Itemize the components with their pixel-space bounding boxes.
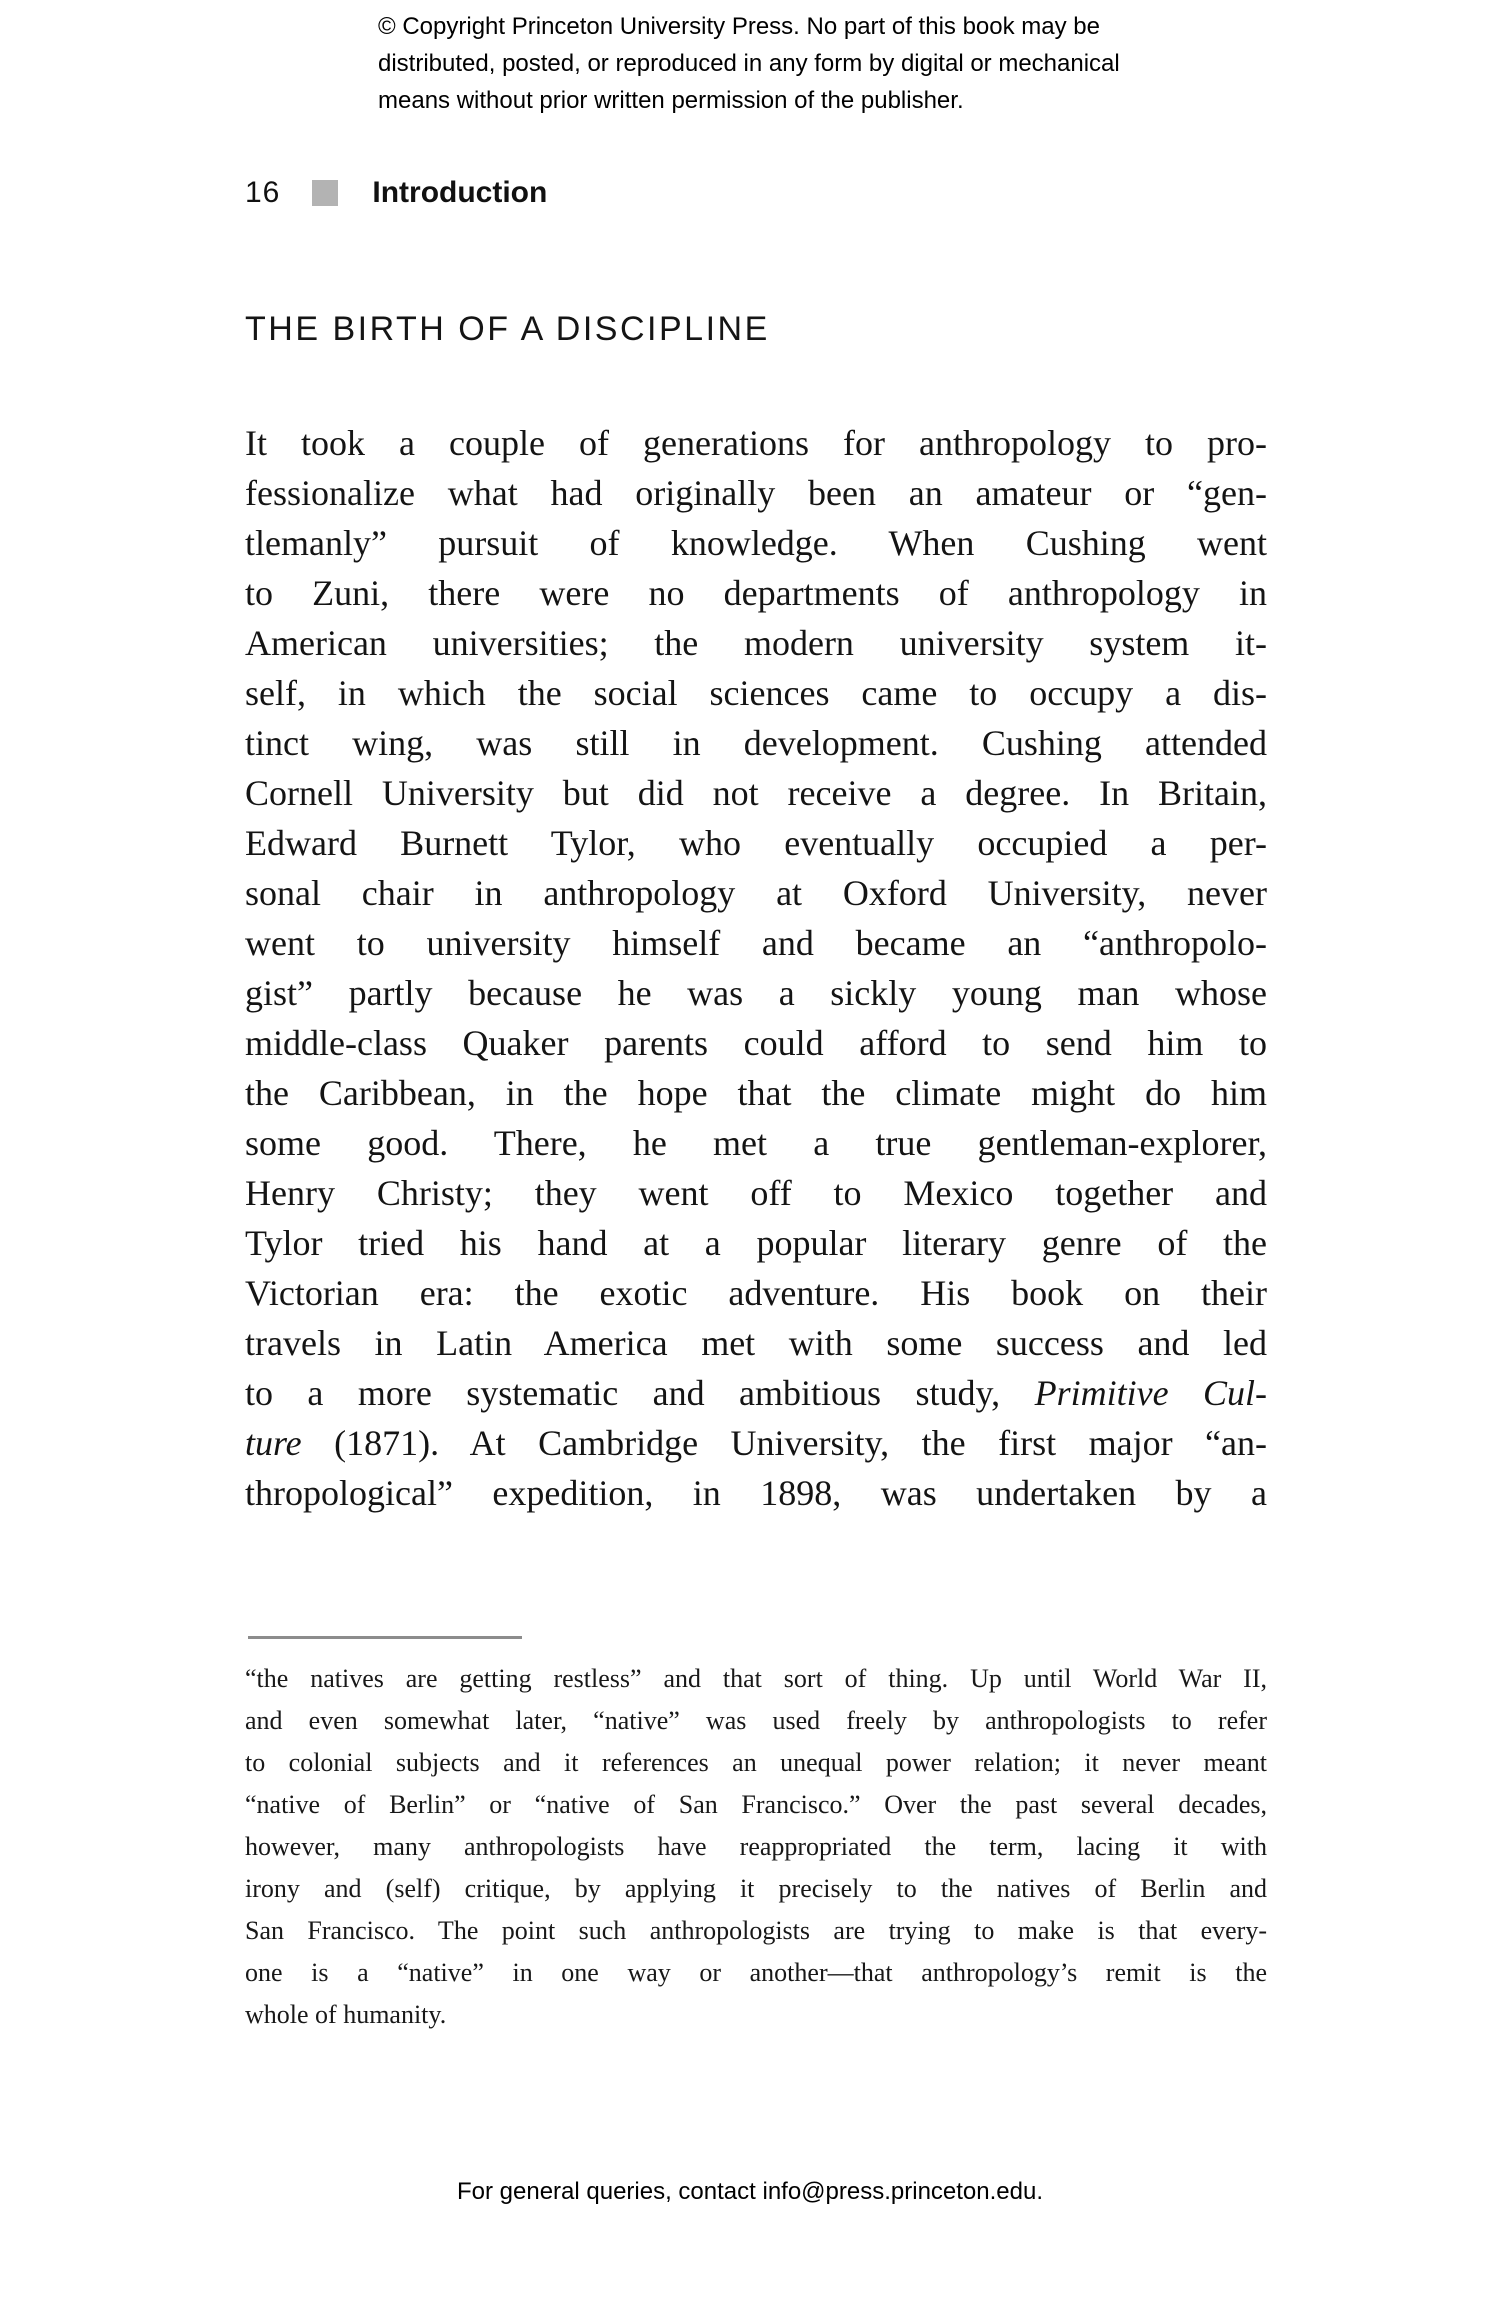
footnote-line: whole of humanity.	[245, 2000, 447, 2029]
body-line-text: to a more systematic and ambitious study,	[245, 1373, 1035, 1413]
body-line: fessionalize what had originally been an amateur or “gen-	[245, 473, 1267, 513]
footnote-line: one is a “native” in one way or another—that anthropology’s remit is the	[245, 1958, 1267, 1987]
footnote-line: irony and (self) critique, by applying it precisely to the natives of Berlin and	[245, 1874, 1267, 1903]
body-line: thropological” expedition, in 1898, was undertaken by a	[245, 1473, 1267, 1513]
running-header	[245, 176, 547, 210]
footnote-line: “native of Berlin” or “native of San Francisco.” Over the past several decades,	[245, 1790, 1267, 1819]
footnote-line: however, many anthropologists have reappropriated the term, lacing it with	[245, 1832, 1267, 1861]
copyright-notice	[378, 8, 1120, 119]
body-line: sonal chair in anthropology at Oxford University, never	[245, 873, 1267, 913]
body-paragraph	[245, 418, 1267, 1518]
footnote-line: San Francisco. The point such anthropologists are trying to make is that every-	[245, 1916, 1267, 1945]
body-line: tinct wing, was still in development. Cushing attended	[245, 723, 1267, 763]
body-line: American universities; the modern university system it-	[245, 623, 1267, 663]
body-line: to Zuni, there were no departments of anthropology in	[245, 573, 1267, 613]
footnote-line: and even somewhat later, “native” was used freely by anthropologists to refer	[245, 1706, 1267, 1735]
footnote-line: “the natives are getting restless” and that sort of thing. Up until World War II,	[245, 1664, 1267, 1693]
body-line: self, in which the social sciences came to occupy a dis-	[245, 673, 1267, 713]
body-line-text: (1871). At Cambridge University, the first major “an-	[301, 1423, 1267, 1463]
book-title-italic: ture	[245, 1423, 302, 1463]
section-heading: THE BIRTH OF A DISCIPLINE	[245, 310, 770, 348]
footnote-rule	[248, 1636, 522, 1639]
body-line: gist” partly because he was a sickly young man whose	[245, 973, 1267, 1013]
body-line: Henry Christy; they went off to Mexico together and	[245, 1173, 1267, 1213]
body-line: the Caribbean, in the hope that the climate might do him	[245, 1073, 1267, 1113]
footer-contact: For general queries, contact info@press.princeton.edu.	[456, 2178, 1044, 2205]
body-line: travels in Latin America met with some success and led	[245, 1323, 1267, 1363]
body-line: Victorian era: the exotic adventure. His book on their	[245, 1273, 1267, 1313]
book-title-italic: Primitive Cul-	[1034, 1373, 1268, 1413]
footnote-line: to colonial subjects and it references an unequal power relation; it never meant	[245, 1748, 1267, 1777]
copyright-line: means without prior written permission of the publisher.	[378, 87, 964, 114]
copyright-line: distributed, posted, or reproduced in any form by digital or mechanical	[378, 50, 1120, 77]
page-number: 16	[245, 176, 281, 209]
body-line: Tylor tried his hand at a popular literary genre of the	[245, 1223, 1267, 1263]
body-line	[245, 1418, 1267, 1468]
body-line: tlemanly” pursuit of knowledge. When Cushing went	[245, 523, 1267, 563]
chapter-title: Introduction	[372, 176, 548, 209]
body-line: some good. There, he met a true gentleman-explorer,	[245, 1123, 1267, 1163]
body-line	[245, 1368, 1267, 1418]
body-line: It took a couple of generations for anthropology to pro-	[245, 423, 1267, 463]
body-line: Edward Burnett Tylor, who eventually occupied a per-	[245, 823, 1267, 863]
body-line: middle-class Quaker parents could afford to send him to	[245, 1023, 1267, 1063]
section-marker-square-icon	[312, 180, 338, 206]
copyright-line: © Copyright Princeton University Press. No part of this book may be	[378, 13, 1100, 40]
footnote	[245, 1658, 1267, 2036]
body-line: Cornell University but did not receive a degree. In Britain,	[245, 773, 1267, 813]
body-line: went to university himself and became an “anthropolo-	[245, 923, 1267, 963]
